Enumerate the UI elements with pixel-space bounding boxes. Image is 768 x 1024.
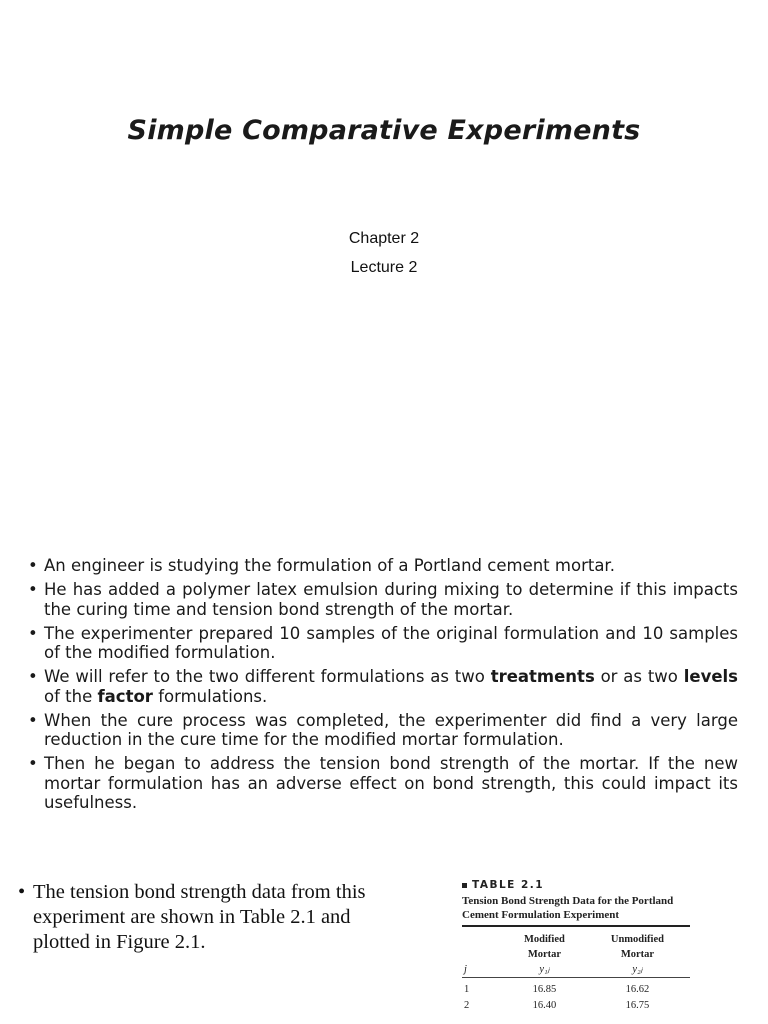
bullet-dot: • <box>28 580 38 599</box>
bullet-dot: • <box>28 710 38 730</box>
bond-strength-table: Modified Unmodified Mortar Mortar j y₁ⱼ y₂ⱼ 1 16.85 16.62 2 16.40 16.75 <box>462 927 690 1014</box>
chapter-label: Chapter 2 <box>348 230 420 247</box>
term-factor: factor <box>97 686 153 706</box>
bullet-item: • Then he began to address the tension bond strength of the mortar. If the new mortar formulation has an adverse effect on bond strength, this could impact its usefulness. <box>28 754 738 812</box>
table-2-1-figure <box>462 878 690 1024</box>
bullet-list <box>28 556 738 817</box>
term-treatments: treatments <box>490 667 595 686</box>
bullet-item: • When the cure process was completed, the experimenter did find a very large reduction in the cure time for the modified mortar formulation. <box>28 710 738 749</box>
col-header-modified: Modified <box>524 934 565 945</box>
col-header-j: j <box>464 964 467 975</box>
slide-title: Simple Comparative Experiments <box>127 115 641 146</box>
square-bullet-icon <box>462 883 467 888</box>
bullet-dot: • <box>18 881 26 903</box>
bullet-item: • An engineer is studying the formulation of a Portland cement mortar. <box>28 556 615 575</box>
bullet-dot: • <box>28 556 38 575</box>
col-symbol-y1j: y₁ⱼ <box>539 964 550 975</box>
bullet-item: • We will refer to the two different formulations as two treatments or as two levels of the factor formulations. <box>28 667 738 706</box>
bullet-item: • He has added a polymer latex emulsion during mixing to determine if this impacts the curing time and tension bond strength of the mortar. <box>28 580 738 619</box>
table-row: 1 16.85 16.62 <box>464 984 650 995</box>
term-levels: levels <box>683 667 738 686</box>
table-label: TABLE 2.1 <box>462 878 690 892</box>
col-symbol-y2j: y₂ⱼ <box>632 964 643 975</box>
table-caption: Tension Bond Strength Data for the Portland Cement Formulation Experiment <box>462 895 674 921</box>
bullet-dot: • <box>28 754 38 773</box>
col-header-unmodified: Unmodified <box>610 934 664 945</box>
table-reference-bullet <box>18 880 378 955</box>
bullet-dot: • <box>28 667 38 686</box>
table-reference-text: The tension bond strength data from this experiment are shown in Table 2.1 and plotted in Figure 2.1. <box>33 881 366 953</box>
bullet-item: • The experimenter prepared 10 samples of the original formulation and 10 samples of the modified formulation. <box>28 623 738 662</box>
table-row: 2 16.40 16.75 <box>464 1000 650 1011</box>
bullet-dot: • <box>28 623 38 643</box>
lecture-label: Lecture 2 <box>350 259 418 276</box>
